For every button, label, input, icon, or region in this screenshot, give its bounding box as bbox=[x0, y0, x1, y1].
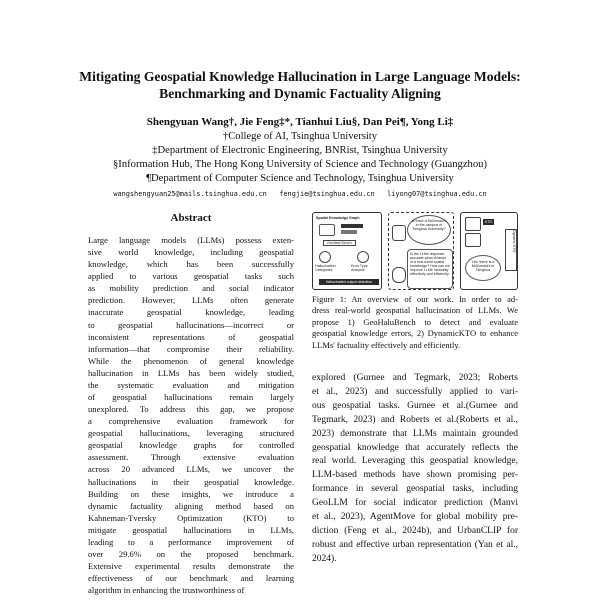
body-line: et al., 2023) and successfully applied to vari- bbox=[312, 386, 518, 397]
paper-title bbox=[40, 68, 560, 102]
abstract-line: knowledge, which has been successfully bbox=[88, 259, 294, 270]
map-icon bbox=[319, 224, 335, 236]
abstract-body bbox=[88, 234, 294, 596]
abstract-line: to geospatial hallucinations—incorrect or bbox=[88, 319, 294, 330]
overview-figure bbox=[312, 212, 518, 290]
abstract-line: hallucination in LLMs has been widely studied, bbox=[88, 367, 294, 378]
affiliation: ‡Department of Electronic Engineering, BNRist, Tsinghua University bbox=[152, 145, 448, 156]
abstract-line: of geospatial hallucinations remain largely bbox=[88, 392, 294, 403]
body-line: 2024). bbox=[312, 553, 337, 564]
question-text: Is there a McDonald's in the campus of Tsinghua University? bbox=[411, 219, 447, 231]
abstract-line: leading to a performance improvement of bbox=[88, 536, 294, 547]
abstract-line: a comprehensive evaluation framework for bbox=[88, 416, 294, 427]
abstract-line: over 29.6% on the proposed benchmark. bbox=[88, 549, 294, 560]
abstract-line: unexplored. To address this gap, we propose bbox=[88, 404, 294, 415]
abstract-line: inaccurate geospatial knowledge, leading bbox=[88, 307, 294, 318]
body-line: geospatial knowledge that accurately reflects the bbox=[312, 442, 518, 453]
body-line: GeoLLM for social indicator prediction (Manvi bbox=[312, 498, 518, 509]
robot-icon bbox=[465, 217, 481, 231]
robot-icon bbox=[392, 225, 406, 241]
title-line: Benchmarking and Dynamic Factuality Aligning bbox=[159, 86, 441, 101]
intro-body bbox=[312, 372, 518, 567]
abstract-line: geospatial hallucinations, leveraging structured bbox=[88, 428, 294, 439]
abstract-line: hallucinations in their geospatial knowledge. bbox=[88, 476, 294, 487]
author-emails: wangshengyuan25@mails.tsinghua.edu.cn fengjie@tsinghua.edu.cn liyong07@tsinghua.edu.cn bbox=[113, 190, 487, 198]
body-line: ous geospatial tasks. Gurnee et al.(Gurnee and bbox=[312, 400, 518, 411]
question-text: Is the LLMs response accurate when Answer of a real-world spatial knowledge? How can we improve LLMs' factuality effectively and efficiently bbox=[410, 252, 450, 276]
abstract-line: Extensive experimental results demonstrate the bbox=[88, 561, 294, 572]
author-list: Shengyuan Wang†, Jie Feng‡*, Tianhui Liu§, Dan Pei¶, Yong Li‡ bbox=[146, 116, 454, 128]
body-line: Tegmark, 2023) and Roberts et al.(Roberts et al., bbox=[312, 414, 518, 425]
abstract-line: information—that compromise their reliability. bbox=[88, 343, 294, 354]
method-label: Dynamic KTO bbox=[505, 229, 517, 271]
abstract-line: inconsistent representations of geospatial bbox=[88, 331, 294, 342]
body-line: et al., 2023), AgentMove for global mobility pre- bbox=[312, 512, 518, 523]
graph-icon bbox=[341, 224, 363, 228]
abstract-line: mitigate geospatial hallucinations in LLMs, bbox=[88, 524, 294, 535]
abstract-line: applied to various geospatial tasks such bbox=[88, 271, 294, 282]
panel-item: Error Type Analysis bbox=[351, 264, 368, 272]
answer-text: Yes, there is a McDonald's in Tsinghua bbox=[471, 260, 495, 272]
abstract-line: as mobility prediction and social indicator bbox=[88, 283, 294, 294]
abstract-line: algorithm in enhancing the trustworthiness of bbox=[88, 585, 245, 596]
abstract-line: dynamic factuality aligning method based on bbox=[88, 500, 294, 511]
affiliation: §Information Hub, The Hong Kong University of Science and Technology (Guangzhou) bbox=[113, 159, 487, 170]
abstract-line: effectiveness of our benchmark and learning bbox=[88, 573, 294, 584]
question-panel bbox=[388, 212, 454, 290]
abstract-line: Kahneman-Tversky Optimization (KTO) to bbox=[88, 512, 294, 523]
panel-item: Hallucinated output detection bbox=[319, 279, 379, 285]
affiliation: †College of AI, Tsinghua University bbox=[222, 131, 378, 142]
caption-line: propose 1) GeoHaluBench to detect and evaluate bbox=[312, 316, 518, 327]
body-line: explored (Gurnee and Tegmark, 2023; Roberts bbox=[312, 373, 518, 383]
body-line: formance in several geospatial tasks, including bbox=[312, 484, 518, 495]
body-line: diction (Feng et al., 2024b), and UrbanCLIP for bbox=[312, 525, 518, 536]
method-panel bbox=[460, 212, 518, 290]
abstract-line: sive world knowledge, including geospatial bbox=[88, 247, 294, 258]
caption-line: Figure 1: An overview of our work. In order to ad- bbox=[312, 294, 518, 304]
panel-item: Geofield Bench bbox=[323, 240, 356, 246]
person-icon bbox=[319, 251, 331, 263]
body-line: 2023) demonstrate that LLMs maintain grounded bbox=[312, 428, 518, 439]
panel-item: Hallucination Categories bbox=[315, 264, 336, 272]
abstract-line: geospatial knowledge graphs for controlled bbox=[88, 440, 294, 451]
abstract-line: Large language models (LLMs) possess exten- bbox=[88, 235, 294, 245]
abstract-line: assessment. Through extensive evaluation bbox=[88, 452, 294, 463]
caption-line: LLMs' factuality effectively and efficiently. bbox=[312, 339, 461, 350]
abstract-line: across 20 advanced LLMs, we uncover the bbox=[88, 464, 294, 475]
title-line: Mitigating Geospatial Knowledge Hallucination in Large Language Models: bbox=[79, 69, 521, 84]
affiliation: ¶Department of Computer Science and Technology, Tsinghua University bbox=[146, 173, 454, 184]
caption-line: geospatial knowledge errors, 2) DynamicKTO to enhance bbox=[312, 328, 518, 339]
body-line: real world. Leveraging this geospatial knowledge, bbox=[312, 456, 518, 467]
abstract-line: Building on these insights, we introduce a bbox=[88, 488, 294, 499]
benchmark-panel bbox=[312, 212, 382, 290]
panel-title: Spatial Knowledge Graph bbox=[316, 216, 360, 220]
abstract-line: prediction. However, LLMs often generate bbox=[88, 295, 294, 306]
robot-icon bbox=[465, 233, 481, 247]
abstract-line: the systematic evaluation and mitigation bbox=[88, 379, 294, 390]
abstract-heading: Abstract bbox=[170, 212, 212, 224]
caption-line: dress real-world geospatial hallucination of LLMs. We bbox=[312, 305, 518, 316]
graph-icon bbox=[341, 230, 357, 234]
person-icon bbox=[357, 251, 369, 263]
body-line: robust and effective urban representation (Yan et al., bbox=[312, 539, 518, 550]
figure-caption bbox=[312, 294, 518, 351]
abstract-line: While the phenomenon of general knowledge bbox=[88, 355, 294, 366]
body-line: LLM-based methods have shown promising per- bbox=[312, 470, 518, 481]
person-icon bbox=[392, 267, 406, 283]
method-label: KTO bbox=[485, 220, 493, 224]
